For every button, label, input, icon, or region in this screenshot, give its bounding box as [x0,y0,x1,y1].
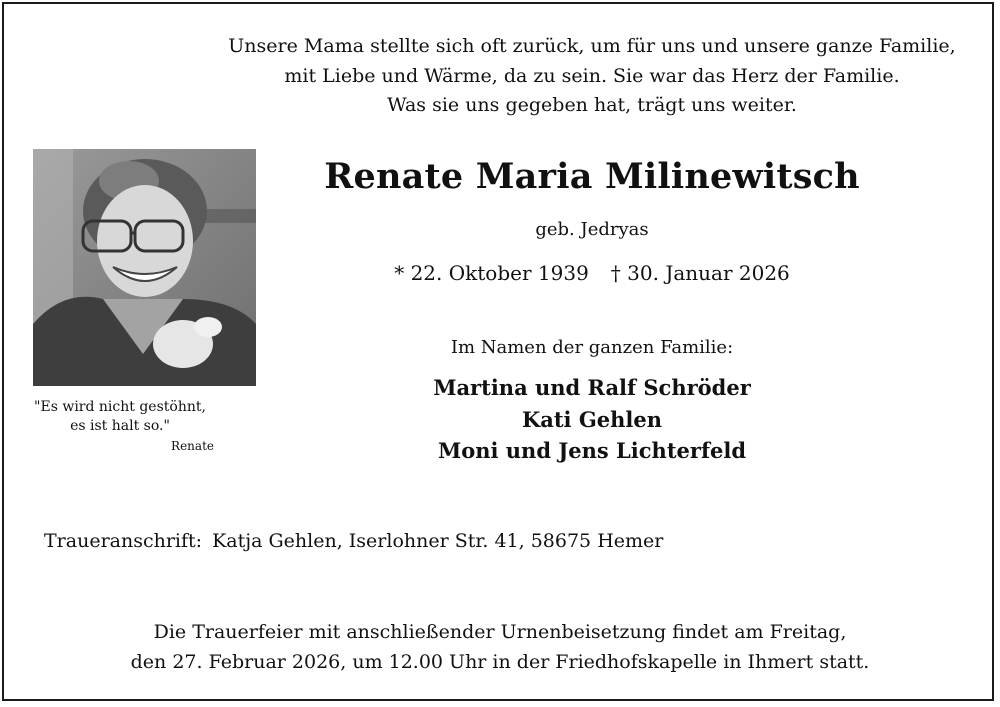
mourning-address [44,530,663,552]
maiden-name: geb. Jedryas [535,219,649,240]
photo-quote [20,398,220,456]
verse-line: Unsere Mama stellte sich oft zurück, um für uns und unsere ganze Familie, [228,35,956,57]
death-date: † 30. Januar 2026 [610,261,790,285]
verse-line: mit Liebe und Wärme, da zu sein. Sie war das Herz der Familie. [284,64,900,87]
birth-date: * 22. Oktober 1939 [394,261,589,285]
memorial-verse [190,32,994,121]
deceased-name: Renate Maria Milinewitsch [324,156,860,197]
quote-line: "Es wird nicht gestöhnt, [34,399,206,415]
address-label: Traueranschrift: [44,530,203,552]
quote-line: es ist halt so." [70,418,170,434]
address-value: Katja Gehlen, Iserlohner Str. 41, 58675 Hemer [212,530,664,552]
life-dates [290,261,894,285]
mourner-name: Moni und Jens Lichterfeld [437,438,747,463]
mourner-name: Kati Gehlen [521,406,663,432]
family-intro: Im Namen der ganzen Familie: [450,337,734,358]
portrait-photo [33,149,256,386]
mourner-name: Martina und Ralf Schröder [433,375,751,400]
service-line: den 27. Februar 2026, um 12.00 Uhr in der Friedhofskapelle in Ihmert statt. [130,650,870,673]
mourner-list [290,372,894,467]
service-line: Die Trauerfeier mit anschließender Urnenbeisetzung findet am Freitag, [153,621,847,643]
funeral-service-info [0,618,1000,677]
verse-line: Was sie uns gegeben hat, trägt uns weiter. [387,94,797,116]
portrait-photo-icon [33,149,256,386]
quote-signature: Renate [171,439,214,453]
